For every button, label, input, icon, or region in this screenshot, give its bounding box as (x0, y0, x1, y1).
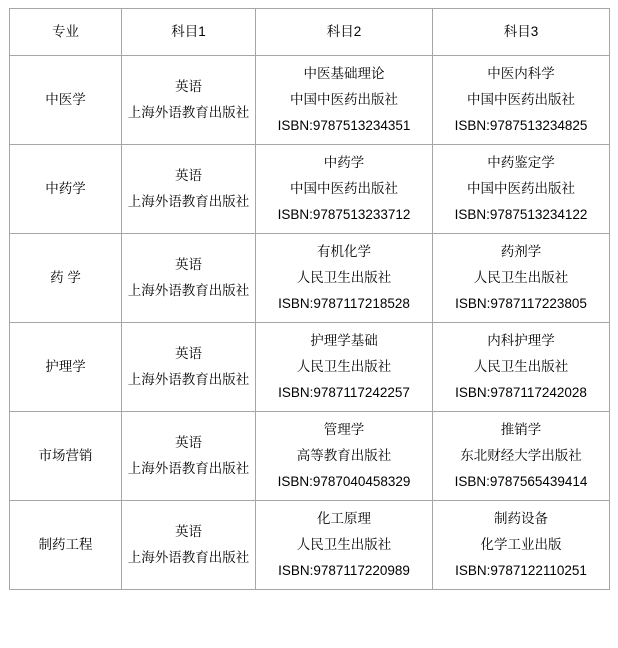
header-cell-subject2: 科目2 (256, 9, 433, 56)
subject-publisher: 中国中医药出版社 (467, 91, 575, 107)
subject-publisher: 化学工业出版 (480, 536, 562, 552)
subject-isbn: ISBN:9787117223805 (455, 296, 587, 312)
cell-major: 中药学 (10, 145, 122, 234)
subject-publisher: 上海外语教育出版社 (127, 194, 250, 209)
cell-subject3 (433, 323, 610, 412)
subject-isbn: ISBN:9787117220989 (278, 563, 410, 579)
table-row (10, 145, 610, 234)
table-row (10, 412, 610, 501)
subject-publisher: 中国中医药出版社 (467, 180, 575, 196)
subject-title: 英语 (175, 345, 202, 361)
cell-subject2 (256, 412, 433, 501)
subject-title: 英语 (175, 167, 202, 183)
subject-title: 管理学 (323, 421, 365, 437)
cell-subject3 (433, 412, 610, 501)
subject-publisher: 中国中医药出版社 (290, 180, 398, 196)
subject-publisher: 人民卫生出版社 (296, 269, 392, 285)
subject-title: 中药学 (323, 154, 365, 170)
cell-subject3 (433, 145, 610, 234)
cell-subject1 (122, 56, 256, 145)
subject-title: 内科护理学 (487, 332, 555, 348)
cell-subject1 (122, 145, 256, 234)
subject-title: 英语 (175, 256, 202, 272)
cell-subject1 (122, 412, 256, 501)
table-header-row (10, 9, 610, 56)
header-cell-major: 专业 (10, 9, 122, 56)
cell-major: 市场营销 (10, 412, 122, 501)
subject-isbn: ISBN:9787117242028 (455, 385, 587, 401)
cell-major: 制药工程 (10, 501, 122, 590)
subject-publisher: 上海外语教育出版社 (127, 461, 250, 476)
header-cell-subject1: 科目1 (122, 9, 256, 56)
subject-isbn: ISBN:9787513233712 (277, 207, 411, 223)
subject-title: 药剂学 (500, 243, 542, 259)
cell-subject2 (256, 323, 433, 412)
subject-publisher: 上海外语教育出版社 (127, 550, 250, 565)
cell-subject3 (433, 56, 610, 145)
cell-subject1 (122, 323, 256, 412)
subject-publisher: 上海外语教育出版社 (127, 372, 250, 387)
subject-title: 制药设备 (494, 510, 548, 526)
cell-major: 护理学 (10, 323, 122, 412)
cell-subject3 (433, 501, 610, 590)
cell-subject2 (256, 234, 433, 323)
subject-publisher: 东北财经大学出版社 (460, 447, 582, 463)
subject-isbn: ISBN:9787040458329 (277, 474, 411, 490)
subject-isbn: ISBN:9787117242257 (278, 385, 410, 401)
cell-major: 中医学 (10, 56, 122, 145)
cell-major: 药 学 (10, 234, 122, 323)
header-cell-subject3: 科目3 (433, 9, 610, 56)
exam-subjects-table (9, 8, 610, 590)
subject-publisher: 人民卫生出版社 (473, 358, 569, 374)
subject-publisher: 人民卫生出版社 (296, 536, 392, 552)
table-row (10, 501, 610, 590)
subject-title: 护理学基础 (310, 332, 378, 348)
cell-subject1 (122, 501, 256, 590)
subject-title: 推销学 (500, 421, 542, 437)
subject-publisher: 人民卫生出版社 (473, 269, 569, 285)
subject-title: 化工原理 (317, 510, 371, 526)
cell-subject2 (256, 145, 433, 234)
cell-subject2 (256, 501, 433, 590)
subject-isbn: ISBN:9787117218528 (278, 296, 410, 312)
subject-isbn: ISBN:9787122110251 (455, 563, 587, 579)
subject-title: 英语 (175, 78, 202, 94)
subject-title: 英语 (175, 523, 202, 539)
cell-subject1 (122, 234, 256, 323)
table-row (10, 56, 610, 145)
subject-title: 英语 (175, 434, 202, 450)
subject-publisher: 高等教育出版社 (296, 447, 392, 463)
cell-subject2 (256, 56, 433, 145)
subject-publisher: 上海外语教育出版社 (127, 283, 250, 298)
subject-title: 中医基础理论 (303, 65, 385, 81)
subject-isbn: ISBN:9787513234825 (454, 118, 588, 134)
cell-subject3 (433, 234, 610, 323)
table-row (10, 234, 610, 323)
subject-publisher: 中国中医药出版社 (290, 91, 398, 107)
subject-title: 中医内科学 (487, 65, 555, 81)
subject-publisher: 人民卫生出版社 (296, 358, 392, 374)
subject-title: 中药鉴定学 (487, 154, 555, 170)
subject-isbn: ISBN:9787565439414 (454, 474, 588, 490)
subject-title: 有机化学 (317, 243, 371, 259)
subject-isbn: ISBN:9787513234351 (277, 118, 411, 134)
subject-publisher: 上海外语教育出版社 (127, 105, 250, 120)
subject-isbn: ISBN:9787513234122 (454, 207, 588, 223)
table-row (10, 323, 610, 412)
